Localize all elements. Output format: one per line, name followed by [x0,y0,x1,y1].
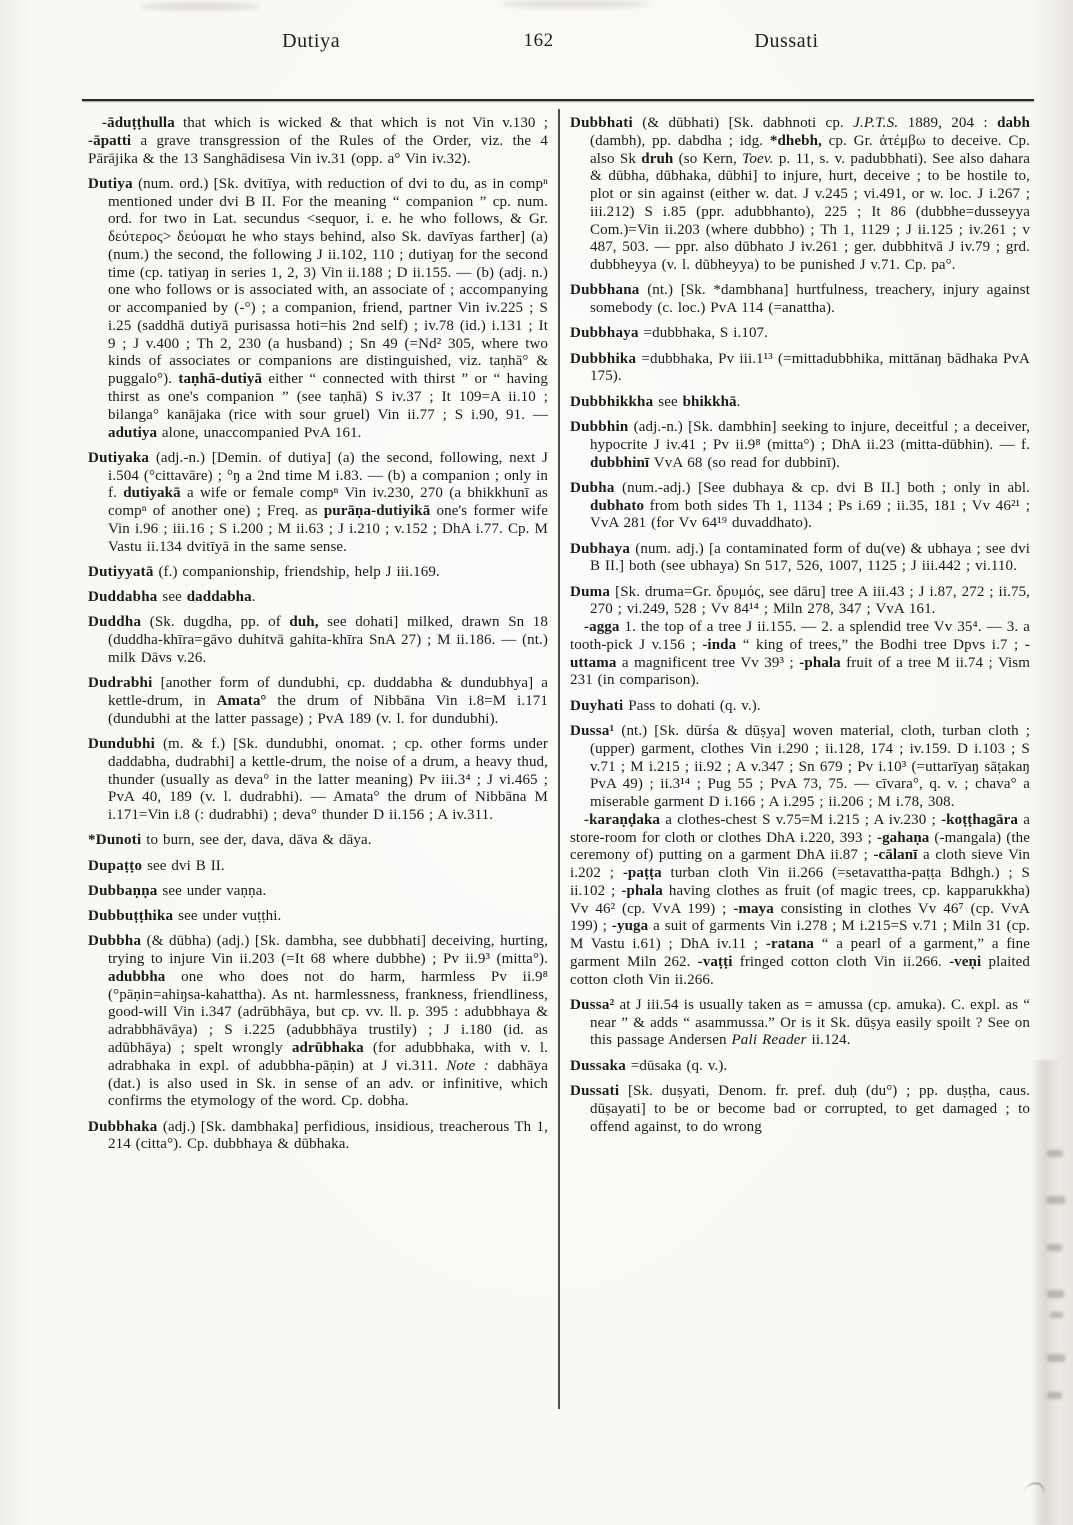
dictionary-entry [570,394,1030,412]
entry-paragraph: Dundubhi (m. & f.) [Sk. dundubhi, onomat. ; cp. other forms under daddabha, dudrabhi] a kettle-drum, the noise of a drum, a heavy thud, thunder (usually as deva° in the latter meaning) Pv iii.3⁴ ; J vi.465 ; PvA 40, 189 (v. l. dudrabhi). — Amata° the drum of Nibbāna M i.171=Vin i.8 (: dudrabhi) ; deva° thunder D ii.156 ; A iv.311. [88,736,548,824]
headword: Dutiyaka [88,449,150,466]
dictionary-entry [88,564,548,582]
headword: Duyhati [570,697,624,714]
running-head-right: Dussati [754,30,819,52]
headword: Dussati [570,1083,620,1100]
compound-paragraph: -agga 1. the top of a tree J ii.155. — 2. a splendid tree Vv 35⁴. — 3. a tooth-pick J v.156 ; -inda “ king of trees,” the Bodhi tree Dpvs i.7 ; -uttama a magnificent tree Vv 39³ ; -phala fruit of a tree M ii.74 ; Vism 231 (in comparison). [570,619,1030,689]
entry-paragraph: Dupaṭṭo see dvi B II. [88,857,225,874]
headword: Dubha [570,479,615,496]
dictionary-entry [88,589,548,607]
entry-paragraph: Dubbhaka (adj.) [Sk. dambhaka] perfidious, insidious, treacherous Th 1, 214 (citta°). Cp. dubbhaya & dūbhaka. [88,1118,548,1153]
entry-paragraph: Dubbhika =dubbhaka, Pv iii.1¹³ (=mittadubbhika, mittānaŋ bādhaka PvA 175). [570,350,1030,385]
dictionary-entry [570,1058,1030,1076]
dictionary-entry [88,832,548,850]
entry-paragraph: Duddabha see daddabha. [88,589,256,606]
scan-artifact [1047,1290,1064,1298]
scan-artifact [1050,1312,1063,1318]
dictionary-entry [570,115,1030,275]
headword: Dubhaya [570,540,631,557]
column-divider [558,109,560,1409]
dictionary-entry [88,883,548,901]
entry-paragraph: Dubbha (& dūbha) (adj.) [Sk. dambha, see dubbhati] deceiving, hurting, trying to injure Vin ii.203 (=It 68 where dubbhe) ; Pv ii.9³ (mitta°). adubbha one who does not do harm, harmless Pv ii.9⁸ (°pāṇin=ahiŋsa-kahattha). As nt. harmlessness, frankness, friendliness, good-will Vin i.347 (adrūbhāya, but cp. vv. ll. p. 395 : adubbhaya & adrabbhāvāya) ; S i.225 (adubbhāya trustily) ; J i.180 (id. as adūbhāya) ; spelt wrongly adrūbhaka (for adubbhaka, with v. l. adrabhaka in expl. of adubbha-pāṇin) at J vi.311. Note : dabhāya (dat.) is also used in Sk. in sense of an adv. or infinitive, which confirms the etymology of the word. Cp. dobha. [88,933,548,1110]
entry-paragraph: Dutiyyatā (f.) companionship, friendship, help J iii.169. [88,563,440,580]
scan-artifact [1047,1392,1062,1399]
right-column [570,115,1030,1144]
entry-paragraph: Dussaka =dūsaka (q. v.). [570,1057,728,1074]
headword: *Dunoti [88,832,142,849]
entry-paragraph: Dubhaya (num. adj.) [a contaminated form of du(ve) & ubhaya ; see dvi B II.] both (see ubhaya) Sn 517, 526, 1007, 1125 ; J iii.442 ; vi.110. [570,540,1030,575]
dictionary-entry [570,351,1030,387]
dictionary-entry [570,325,1030,343]
dictionary-entry [88,675,548,728]
entry-paragraph: Dubha (num.-adj.) [See dubhaya & cp. dvi B II.] both ; only in abl. dubhato from both sides Th 1, 1134 ; Ps i.69 ; ii.35, 181 ; Vv 46²¹ ; VvA 281 (for Vv 64¹⁹ duvaddhato). [570,479,1030,532]
headword: Dupaṭṭo [88,857,143,874]
headword: Dubbaṇṇa [88,882,158,899]
entry-paragraph: Dubbhana (nt.) [Sk. *dambhana] hurtfulness, treachery, injury against somebody (c. loc.) PvA 114 (=anattha). [570,282,1030,317]
entry-paragraph: Dussa² at J iii.54 is usually taken as = amussa (cp. amuka). C. expl. as “ near ” & adds “ asammussa.” Or is it Sk. dūṣya easily spoilt ? See on this passage Andersen Pali Reader ii.124. [570,996,1030,1049]
dictionary-entry [570,1083,1030,1136]
entry-paragraph: Dubbaṇṇa see under vaṇṇa. [88,882,267,899]
dictionary-entry [88,736,548,825]
entry-paragraph: Dubbhikkha see bhikkhā. [570,393,741,410]
headword: Dussa¹ [570,722,615,739]
entry-paragraph: Dutiya (num. ord.) [Sk. dvitīya, with reduction of dvi to du, as in compⁿ mentioned under dvi B II. For the meaning “ companion ” cp. num. ord. for two in Lat. secundus <sequor, i. e. he who follows, & Gr. δεύτερος> δεύομαι he who stays behind, also Sk. davīyas farther] (a) (num.) the second, the following J ii.102, 110 ; dutiyaŋ for the second time (cp. tatiyaŋ in series 1, 2, 3) Vin ii.188 ; D ii.155. — (b) (adj. n.) one who follows or is associated with, an associate of ; accompanying or accompanied by (-°) ; a companion, friend, partner Vin iv.225 ; S i.25 (saddhā dutiyā purisassa hoti=his 2nd self) ; iv.78 (id.) i.131 ; It 9 ; J v.400 ; Th 2, 230 (a husband) ; Sn 49 (=Nd² 305, where two kinds of associates or companions are distinguished, viz. taṇhā° & puggalo°). taṇhā-dutiyā either “ connected with thirst ” or “ having thirst as one's companion ” (see taṇhā) S iv.37 ; It 109=A ii.10 ; bilanga° kanājaka (rice with sour gruel) Vin ii.77 ; S i.90, 91. — adutiya alone, unaccompanied PvA 161. [88,175,548,441]
headword: Dubbhika [570,350,637,367]
entry-paragraph: Duyhati Pass to dohati (q. v.). [570,697,761,714]
entry-paragraph: Dubbhin (adj.-n.) [Sk. dambhin] seeking to injure, deceitful ; a deceiver, hypocrite J iv.41 ; Pv ii.9⁸ (mitta°) ; DhA ii.23 (mitta-dūbhin). — f. dubbhinī VvA 68 (so read for dubbinī). [570,418,1030,471]
dictionary-entry [570,584,1030,691]
dictionary-entry [88,450,548,557]
scan-artifact [140,2,260,11]
headword: Dubbuṭṭhika [88,908,174,925]
dictionary-entry [88,115,548,168]
dictionary-entry [88,858,548,876]
headword: Dubbhikkha [570,393,654,410]
headword: Duma [570,583,611,600]
headword: Dubbhana [570,282,640,299]
left-column [88,115,548,1162]
entry-paragraph: Dubbhaya =dubbhaka, S i.107. [570,325,768,342]
entry-paragraph: *Dunoti to burn, see der, dava, dāva & dāya. [88,832,372,849]
headword: Dutiya [88,175,133,192]
entry-paragraph: Duma [Sk. druma=Gr. δρυμός, see dāru] tree A iii.43 ; J i.87, 272 ; ii.75, 270 ; vi.249, 528 ; Vv 84¹⁴ ; Miln 278, 347 ; VvA 161. [570,583,1030,618]
dictionary-entry [570,541,1030,577]
entry-paragraph: Dussa¹ (nt.) [Sk. dūrśa & dūṣya] woven material, cloth, turban cloth ; (upper) garment, clothes Vin i.290 ; ii.128, 174 ; iv.159. D i.103 ; S v.71 ; M i.215 ; ii.92 ; A v.347 ; Sn 679 ; Pv i.10³ (=uttarīyaŋ sāṭakaŋ PvA 49) ; ii.3¹⁴ ; Pug 55 ; PvA 73, 75. — cīvara°, q. v. ; chava° a miserable garment D i.166 ; A i.295 ; ii.206 ; M i.78, 308. [570,722,1030,811]
entry-paragraph: Dubbhati (& dūbhati) [Sk. dabhnoti cp. J.P.T.S. 1889, 204 : dabh (dambh), pp. dabdha ; idg. *dhebh, cp. Gr. ἀτέμβω to deceive. Cp. also Sk druh (so Kern, Toev. p. 11, s. v. padubbhati). See also dahara & dūbha, dūbhaka, dūbhi] to injure, hurt, deceive ; to be hostile to, plot or sin against (either w. dat. J v.245 ; vi.491, or w. loc. J i.267 ; iii.212) S i.85 (ppr. adubbhanto), 225 ; It 86 (dubbhe=dusseyya Com.)=Vin ii.203 (where dubbho) ; Th 1, 1129 ; J ii.125 ; iv.261 ; v 487, 503. — ppr. also dūbhato J iv.261 ; ger. dubbhitvā J iv.79 ; grd. dubbheyya (v. l. dūbheyya) to be punished J v.71. Cp. pa°. [570,115,1031,274]
scan-artifact [1047,1244,1062,1251]
headword: Dubbha [88,933,142,950]
entry-paragraph: Duddha (Sk. dugdha, pp. of duh, see dohati] milked, drawn Sn 18 (duddha-khīra=gāvo duhitvā gahita-khīra SnA 27) ; M ii.186. — (nt.) milk Dāvs v.26. [88,614,549,666]
entry-paragraph: Dussati [Sk. duṣyati, Denom. fr. pref. duḥ (du°) ; pp. duṣṭha, caus. dūṣayati] to be or become bad or corrupted, to get damaged ; to offend against, to do wrong [570,1083,1030,1135]
scan-artifact [1047,1150,1063,1157]
headword: Dubbhaya [570,325,639,342]
headword: Dussaka [570,1057,626,1074]
entry-paragraph: Dudrabhi [another form of dundubhi, cp. duddabha & dundubhya] a kettle-drum, in Amata° the drum of Nibbāna Vin i.8=M i.171 (dundubhi at the latter passage) ; PvA 189 (v. l. for dundubhi). [88,675,549,727]
dictionary-entry [88,933,548,1111]
entry-paragraph: Dubbuṭṭhika see under vuṭṭhi. [88,908,282,925]
dictionary-entry [88,908,548,926]
scan-artifact [500,0,650,8]
headword: Dudrabhi [88,675,153,692]
headword: Dussa² [570,996,615,1013]
headword: Dutiyyatā [88,563,154,580]
page-number: 162 [523,30,554,51]
dictionary-entry [570,997,1030,1050]
page-header [0,30,1073,66]
continuation-paragraph: -āduṭṭhulla that which is wicked & that which is not Vin v.130 ; -āpatti a grave transgression of the Rules of the Order, viz. the 4 Pārājika & the 13 Sanghādisesa Vin iv.31 (opp. a° Vin iv.32). [88,115,548,167]
dictionary-entry [570,480,1030,533]
dictionary-entry [88,614,548,667]
dictionary-entry [570,419,1030,472]
running-head-left: Dutiya [282,30,341,52]
compound-paragraph: -karaṇḍaka a clothes-chest S v.75=M i.215 ; A iv.230 ; -koṭṭhagāra a store-room for cloth or clothes DhA i.220, 393 ; -gahaṇa (-mangala) (the ceremony of) putting on a garment DhA ii.87 ; -cālanī a cloth sieve Vin i.202 ; -paṭṭa turban cloth Vin ii.266 (=setavattha-paṭṭa Bdhgh.) ; S ii.102 ; -phala having clothes as fruit (of magic trees, cp. kapparukkha) Vv 46² (cp. VvA 199) ; -maya consisting in clothes Vv 46⁷ (cp. VvA 199) ; -yuga a suit of garments Vin i.278 ; M i.215=S v.71 ; Miln 31 (cp. M Vastu i.61) ; DhA iv.11 ; -ratana “ a pearl of a garment,” a fine garment Miln 262. -vaṭṭi fringed cotton cloth Vin ii.266. -veṇi plaited cotton cloth Vin ii.266. [570,811,1031,988]
header-rule [82,99,1034,101]
dictionary-entry [88,176,548,442]
dictionary-entry [570,698,1030,716]
headword: Duddha [88,614,142,631]
scan-artifact [1047,1196,1065,1204]
headword: Dubbhati [570,115,633,131]
headword: Dubbhin [570,418,629,435]
dictionary-entry [570,723,1030,989]
entry-paragraph: Dutiyaka (adj.-n.) [Demin. of dutiya] (a) the second, following, next J i.504 (°cittavāre) ; °ŋ a 2nd time M i.83. — (b) a companion ; only in f. dutiyakā a wife or female compⁿ Vin iv.230, 270 (a bhikkhunī as compⁿ of another one) ; Freq. as purāṇa-dutiyikā one's former wife Vin i.96 ; iii.16 ; S i.200 ; M ii.63 ; J i.210 ; v.152 ; DhA i.77. Cp. M Vastu ii.134 dvitīyā in the same sense. [88,449,548,555]
scan-artifact [1047,1354,1065,1362]
dictionary-entry [88,1119,548,1155]
headword: Dubbhaka [88,1118,158,1135]
headword: Duddabha [88,589,158,606]
headword: Dundubhi [88,736,156,752]
dictionary-entry [570,282,1030,318]
